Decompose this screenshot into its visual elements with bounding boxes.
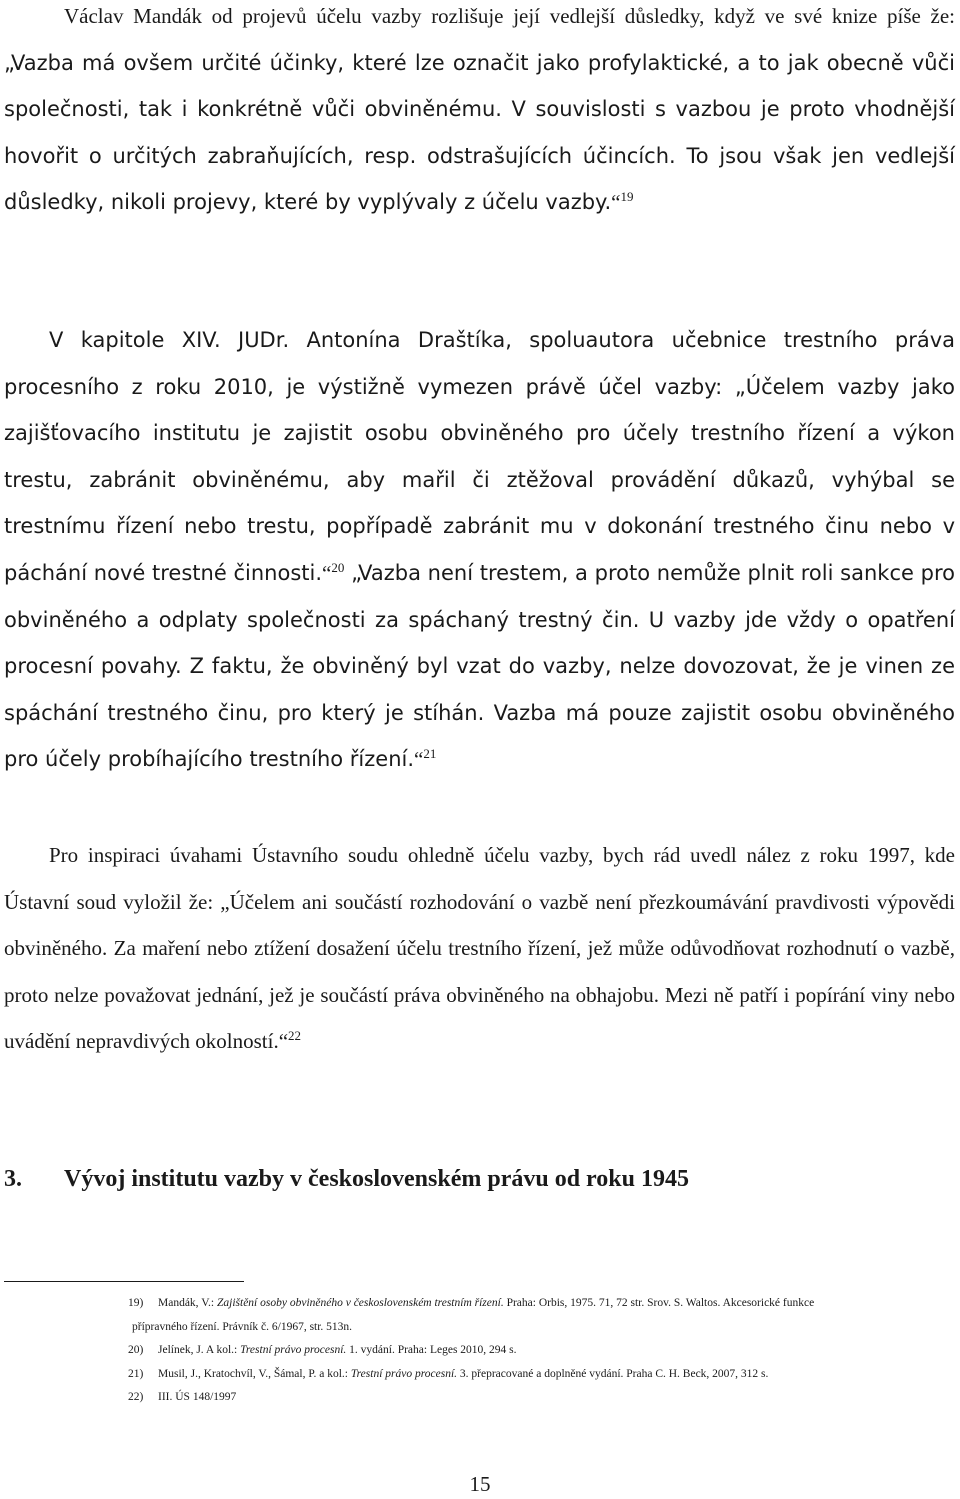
footnote-divider <box>4 1281 244 1282</box>
paragraph-text: Václav Mandák od projevů účelu vazby rozlišuje její vedlejší důsledky, když ve své knize píše že: <box>64 4 955 28</box>
paragraph-drastik <box>4 317 955 783</box>
footnote-author: Musil, J., Kratochvíl, V., Šámal, P. a kol.: <box>158 1367 351 1380</box>
footnote-title: Trestní právo procesní. <box>240 1344 347 1356</box>
quote-text: „Vazba není trestem, a proto nemůže plnit roli sankce pro obviněného a odplaty společnosti za spáchaný trestný čin. U vazby jde vždy o opatření procesní povahy. Z faktu, že obviněný byl vzat do vazby, nelze dovozovat, že je vinen ze spáchání trestného činu, pro který je stíhán. Vazba má pouze zajistit osobu obviněného pro účely probíhajícího trestního řízení. <box>4 560 955 772</box>
footnote-item <box>4 1386 955 1410</box>
footnote-item <box>4 1363 955 1387</box>
quote-text: „Účelem ani součástí rozhodování o vazbě není přezkoumávání pravdivosti výpovědi obviněného. Za maření nebo ztížení dosažení účelu trestního řízení, jež může odůvodňovat rozhodnutí o vazbě, proto nelze považovat jednání, jež je součástí práva obviněného na obhajobu. Mezi ně patří i popírání viny nebo uvádění nepravdivých okolností. <box>4 889 955 1054</box>
footnote-rest: 3. přepracované a doplněné vydání. Praha C. H. Beck, 2007, 312 s. <box>457 1367 769 1380</box>
paragraph-text: Pro inspiraci úvahami Ústavního soudu ohledně účelu vazby, bych rád uvedl nález z roku 1997, kde Ústavní soud vyložil že: <box>4 843 955 914</box>
footnote-number: 22) <box>128 1391 144 1403</box>
footnote-author: Mandák, V.: <box>158 1297 217 1309</box>
page-number: 15 <box>469 1472 491 1496</box>
footnote-ref-19[interactable]: 19 <box>620 189 634 205</box>
footnote-item <box>4 1292 955 1316</box>
section-heading <box>4 1166 689 1193</box>
footnote-number: 20) <box>128 1344 144 1356</box>
footnote-author: Jelínek, J. A kol.: <box>158 1344 241 1356</box>
paragraph-ustavni-soud <box>4 832 955 1065</box>
footnote-author: III. ÚS 148/1997 <box>158 1391 237 1403</box>
paragraph-text: V kapitole XIV. JUDr. Antonína Draštíka, spoluautora učebnice trestního práva procesního z roku 2010, je výstižně vymezen právě účel vazby: <box>4 328 955 399</box>
section-title: Vývoj institutu vazby v československém právu od roku 1945 <box>64 1166 689 1192</box>
closing-quote: “ <box>414 747 424 772</box>
footnote-ref-21[interactable]: 21 <box>423 746 437 762</box>
footnote-ref-22[interactable]: 22 <box>288 1028 302 1044</box>
footnote-number: 19) <box>128 1297 144 1309</box>
quote-text: „Vazba má ovšem určité účinky, které lze označit jako profylaktické, a to jak obecně vůči společnosti, tak i konkrétně vůči obviněnému. V souvislosti s vazbou je proto vhodnější hovořit o určitých zabraňujících, resp. odstrašujících účincích. To jsou však jen vedlejší důsledky, nikoli projevy, které by vyplývaly z účelu vazby. <box>4 50 955 215</box>
footnote-title: Zajištění osoby obviněného v československém trestním řízení. <box>217 1297 504 1309</box>
quote-text: „Účelem vazby jako zajišťovacího institutu je zajistit osobu obviněného pro účely trestního řízení a výkon trestu, zabránit obviněnému, aby mařil či ztěžoval provádění důkazů, vyhýbal se trestnímu řízení nebo trestu, popřípadě zabránit mu v dokonání trestného činu nebo v páchání nové trestné činnosti. <box>4 374 955 585</box>
footnotes <box>4 1292 955 1410</box>
footnote-ref-20[interactable]: 20 <box>331 559 345 575</box>
paragraph-mandak <box>4 0 955 226</box>
closing-quote: “ <box>611 190 621 215</box>
section-number: 3. <box>4 1166 22 1192</box>
closing-quote: “ <box>322 560 332 585</box>
footnote-rest: 1. vydání. Praha: Leges 2010, 294 s. <box>346 1344 517 1356</box>
footnote-cont-text: přípravného řízení. Právník č. 6/1967, str. 513n. <box>132 1320 353 1333</box>
footnote-rest: Praha: Orbis, 1975. 71, 72 str. Srov. S. Waltos. Akcesorické funkce <box>503 1297 815 1309</box>
footnote-continuation <box>4 1316 955 1340</box>
closing-quote: “ <box>278 1029 289 1054</box>
footnote-title: Trestní právo procesní. <box>350 1367 458 1380</box>
footnote-item <box>4 1339 955 1363</box>
footnote-number: 21) <box>128 1367 144 1380</box>
